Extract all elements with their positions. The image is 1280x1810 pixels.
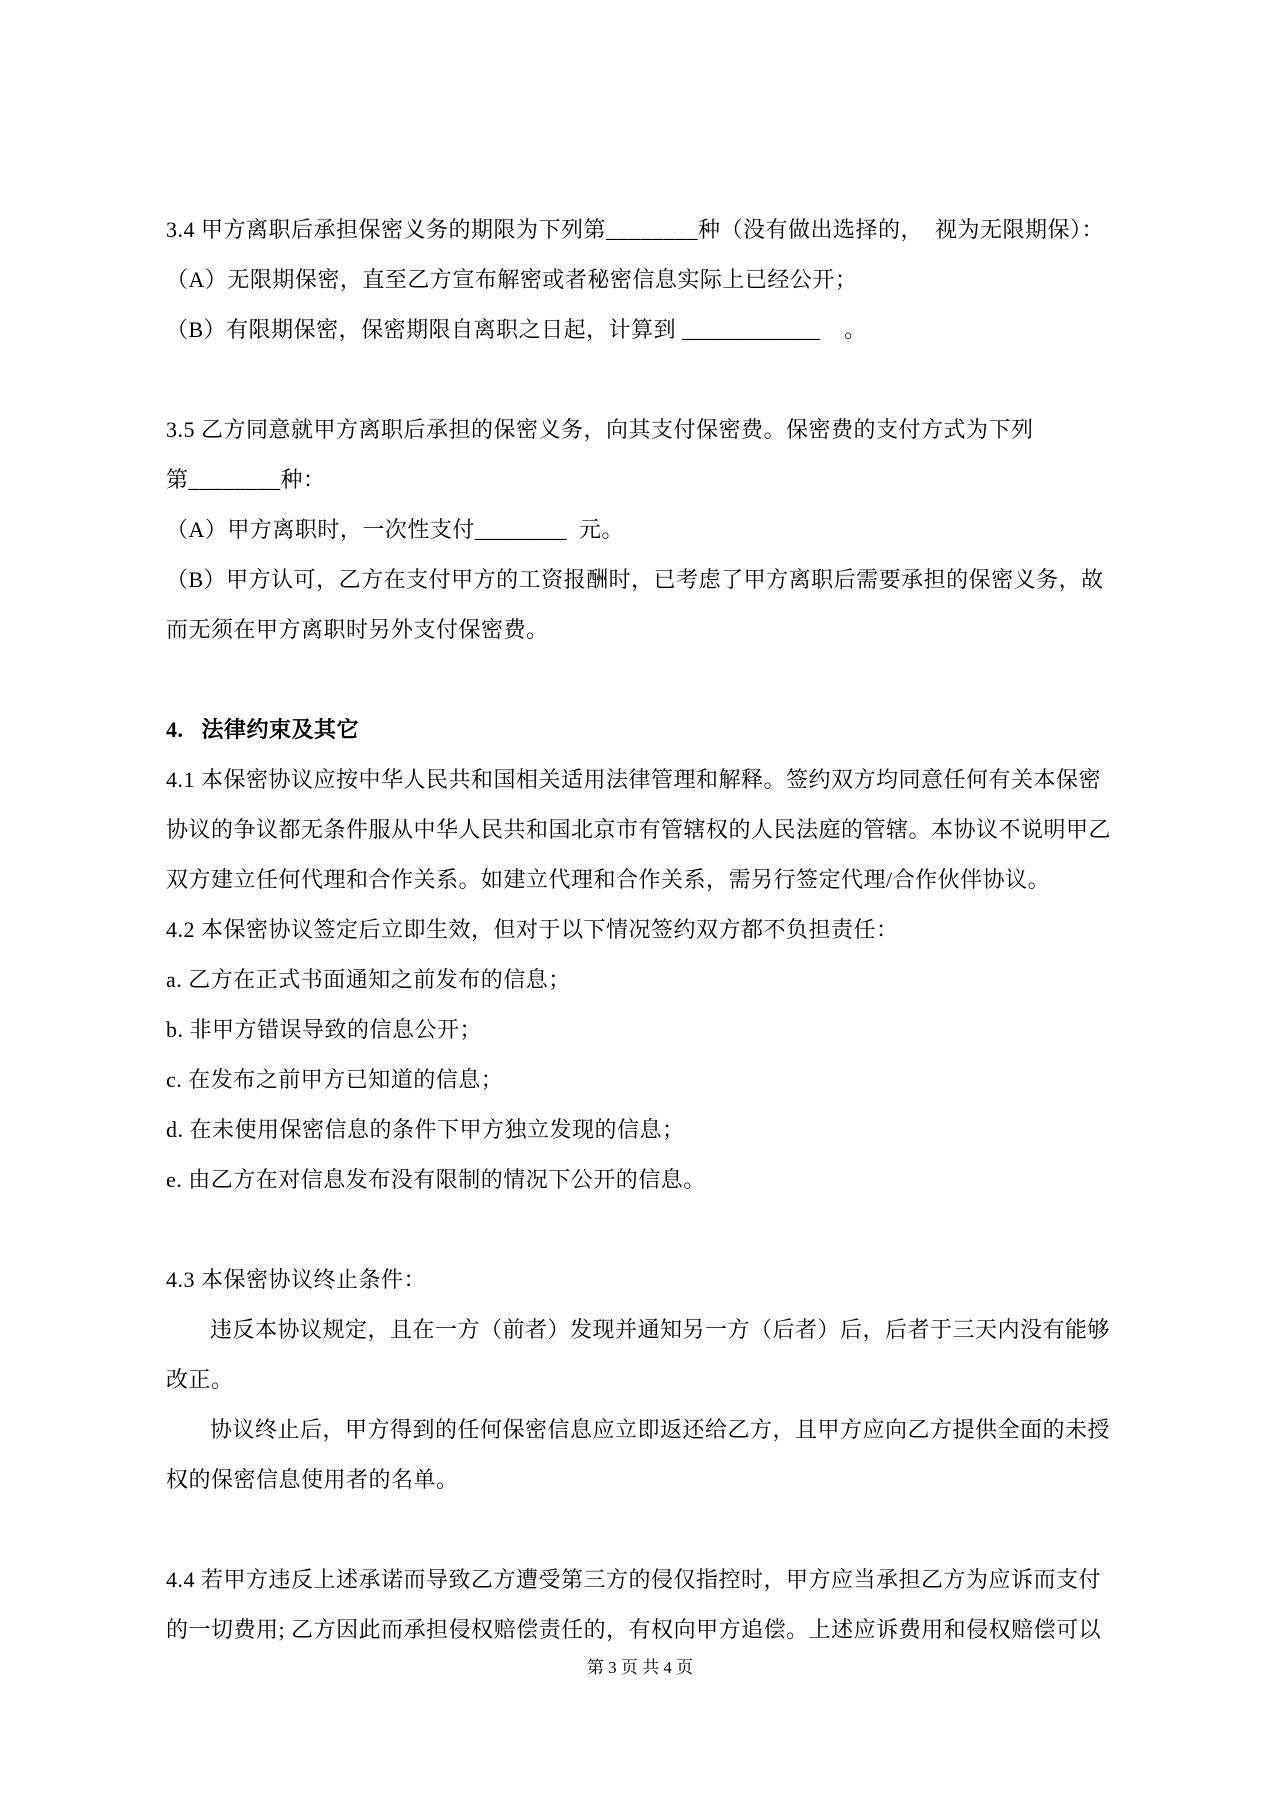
document-line: 4.4 若甲方违反上述承诺而导致乙方遭受第三方的侵仅指控时，甲方应当承担乙方为应诉而支付: [166, 1567, 1102, 1592]
document-line: 4.3 本保密协议终止条件：: [166, 1267, 427, 1292]
document-line: 权的保密信息使用者的名单。: [166, 1467, 459, 1492]
document-line: b. 非甲方错误导致的信息公开；: [166, 1017, 483, 1042]
document-line: 第________种：: [166, 467, 326, 492]
document-body: [166, 205, 1146, 1655]
document-line: 3.4 甲方离职后承担保密义务的期限为下列第________种（没有做出选择的， 视为无限期保）：: [166, 217, 1105, 242]
document-line: 协议终止后，甲方得到的任何保密信息应立即返还给乙方，且甲方应向乙方提供全面的未授: [210, 1417, 1111, 1442]
document-line: 的一切费用; 乙方因此而承担侵权赔偿责任的，有权向甲方追偿。上述应诉费用和侵权赔偿可以: [166, 1617, 1102, 1642]
document-line: 协议的争议都无条件服从中华人民共和国北京市有管辖权的人民法庭的管辖。本协议不说明甲乙: [166, 817, 1112, 842]
document-line: 3.5 乙方同意就甲方离职后承担的保密义务，向其支付保密费。保密费的支付方式为下列: [166, 417, 1034, 442]
document-line: 违反本协议规定，且在一方（前者）发现并通知另一方（后者）后，后者于三天内没有能够: [210, 1317, 1111, 1342]
document-line: （B）甲方认可，乙方在支付甲方的工资报酬时，已考虑了甲方离职后需要承担的保密义务，故: [166, 567, 1104, 592]
page-footer: 第 3 页 共 4 页: [586, 1658, 694, 1677]
document-line: 双方建立任何代理和合作关系。如建立代理和合作关系，需另行签定代理/合作伙伴协议。: [166, 867, 1051, 892]
document-line: 而无须在甲方离职时另外支付保密费。: [166, 617, 549, 642]
document-line: （A）无限期保密，直至乙方宣布解密或者秘密信息实际上已经公开；: [166, 267, 858, 292]
document-line: （B）有限期保密，保密期限自离职之日起，计算到 ____________ 。: [166, 317, 867, 342]
document-line: c. 在发布之前甲方已知道的信息；: [166, 1067, 504, 1092]
document-line: 改正。: [166, 1367, 234, 1392]
document-line: 4.1 本保密协议应按中华人民共和国相关适用法律管理和解释。签约双方均同意任何有关本保密: [166, 767, 1102, 792]
document-line: a. 乙方在正式书面通知之前发布的信息；: [166, 967, 571, 992]
document-line: 4.2 本保密协议签定后立即生效，但对于以下情况签约双方都不负担责任：: [166, 917, 899, 942]
document-line: 4. 法律约束及其它: [166, 717, 360, 742]
document-line: e. 由乙方在对信息发布没有限制的情况下公开的信息。: [166, 1167, 706, 1192]
document-line: （A）甲方离职时，一次性支付________ 元。: [166, 517, 624, 542]
document-line: d. 在未使用保密信息的条件下甲方独立发现的信息；: [166, 1117, 685, 1142]
